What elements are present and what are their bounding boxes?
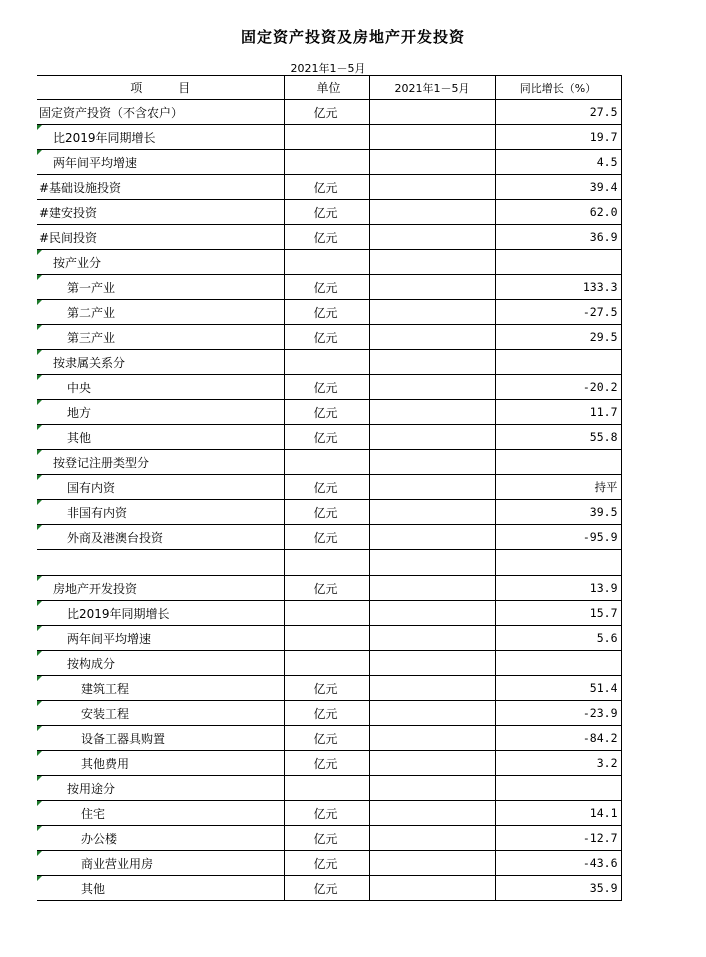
row-period-value[interactable] bbox=[369, 300, 495, 325]
row-growth-value[interactable]: -95.9 bbox=[495, 525, 621, 550]
table-body bbox=[37, 100, 621, 901]
table-row bbox=[37, 325, 621, 350]
table-row bbox=[37, 175, 621, 200]
row-label[interactable]: 住宅 bbox=[37, 801, 284, 826]
page-title: 固定资产投资及房地产开发投资 bbox=[240, 28, 465, 46]
row-period-value[interactable] bbox=[369, 500, 495, 525]
row-label[interactable]: 设备工器具购置 bbox=[37, 726, 284, 751]
row-unit[interactable] bbox=[284, 651, 369, 676]
row-unit[interactable]: 亿元 bbox=[284, 200, 369, 225]
row-growth-value[interactable]: 5.6 bbox=[495, 626, 621, 651]
row-growth-value[interactable]: 29.5 bbox=[495, 325, 621, 350]
investment-table bbox=[37, 75, 622, 901]
cell-indicator-icon bbox=[37, 826, 42, 831]
row-label[interactable]: 房地产开发投资 bbox=[37, 576, 284, 601]
row-label[interactable]: 地方 bbox=[37, 400, 284, 425]
table-row bbox=[37, 450, 621, 475]
cell-indicator-icon bbox=[37, 375, 42, 380]
row-unit[interactable]: 亿元 bbox=[284, 751, 369, 776]
cell-indicator-icon bbox=[37, 400, 42, 405]
table-row bbox=[37, 851, 621, 876]
row-period-value[interactable] bbox=[369, 726, 495, 751]
row-growth-value[interactable]: 133.3 bbox=[495, 275, 621, 300]
row-label[interactable]: 按构成分 bbox=[37, 651, 284, 676]
cell-indicator-icon bbox=[37, 475, 42, 480]
row-unit[interactable]: 亿元 bbox=[284, 225, 369, 250]
row-label[interactable] bbox=[37, 550, 284, 576]
row-label[interactable]: 第一产业 bbox=[37, 275, 284, 300]
row-unit[interactable]: 亿元 bbox=[284, 876, 369, 901]
row-label[interactable]: 第三产业 bbox=[37, 325, 284, 350]
cell-indicator-icon bbox=[37, 325, 42, 330]
cell-indicator-icon bbox=[37, 350, 42, 355]
row-growth-value[interactable]: 13.9 bbox=[495, 576, 621, 601]
row-label[interactable]: 办公楼 bbox=[37, 826, 284, 851]
row-unit[interactable] bbox=[284, 350, 369, 375]
row-label[interactable]: 比2019年同期增长 bbox=[37, 125, 284, 150]
table-row bbox=[37, 375, 621, 400]
row-label[interactable]: 按用途分 bbox=[37, 776, 284, 801]
row-growth-value[interactable]: 19.7 bbox=[495, 125, 621, 150]
row-period-value[interactable] bbox=[369, 525, 495, 550]
row-label[interactable]: 其他费用 bbox=[37, 751, 284, 776]
table-row bbox=[37, 576, 621, 601]
row-period-value[interactable] bbox=[369, 626, 495, 651]
row-label[interactable]: 按隶属关系分 bbox=[37, 350, 284, 375]
table-row bbox=[37, 150, 621, 175]
row-unit[interactable] bbox=[284, 250, 369, 275]
row-period-value[interactable] bbox=[369, 100, 495, 125]
row-period-value[interactable] bbox=[369, 676, 495, 701]
table-row bbox=[37, 651, 621, 676]
row-growth-value[interactable] bbox=[495, 776, 621, 801]
row-growth-value[interactable]: -27.5 bbox=[495, 300, 621, 325]
row-unit[interactable]: 亿元 bbox=[284, 826, 369, 851]
row-period-value[interactable] bbox=[369, 375, 495, 400]
row-period-value[interactable] bbox=[369, 751, 495, 776]
table-row bbox=[37, 225, 621, 250]
row-growth-value[interactable]: -84.2 bbox=[495, 726, 621, 751]
row-growth-value[interactable]: 持平 bbox=[495, 475, 621, 500]
table-row bbox=[37, 250, 621, 275]
cell-indicator-icon bbox=[37, 425, 42, 430]
row-unit[interactable]: 亿元 bbox=[284, 425, 369, 450]
row-unit[interactable] bbox=[284, 550, 369, 576]
header-period: 2021年1－5月 bbox=[369, 76, 495, 100]
row-label[interactable]: 非国有内资 bbox=[37, 500, 284, 525]
row-period-value[interactable] bbox=[369, 450, 495, 475]
row-growth-value[interactable]: 55.8 bbox=[495, 425, 621, 450]
row-unit[interactable]: 亿元 bbox=[284, 400, 369, 425]
table-row bbox=[37, 676, 621, 701]
cell-indicator-icon bbox=[37, 626, 42, 631]
row-unit[interactable]: 亿元 bbox=[284, 801, 369, 826]
table-row bbox=[37, 726, 621, 751]
period-subtitle: 2021年1－5月 bbox=[290, 62, 366, 75]
row-unit[interactable]: 亿元 bbox=[284, 726, 369, 751]
cell-indicator-icon bbox=[37, 525, 42, 530]
table-row bbox=[37, 701, 621, 726]
row-growth-value[interactable]: -20.2 bbox=[495, 375, 621, 400]
cell-indicator-icon bbox=[37, 751, 42, 756]
table-row bbox=[37, 300, 621, 325]
row-growth-value[interactable]: 51.4 bbox=[495, 676, 621, 701]
header-item: 项 目 bbox=[37, 76, 284, 100]
cell-indicator-icon bbox=[37, 150, 42, 155]
row-unit[interactable]: 亿元 bbox=[284, 275, 369, 300]
cell-indicator-icon bbox=[37, 701, 42, 706]
row-unit[interactable]: 亿元 bbox=[284, 325, 369, 350]
row-label[interactable]: 建筑工程 bbox=[37, 676, 284, 701]
row-label[interactable]: 两年间平均增速 bbox=[37, 626, 284, 651]
table-row bbox=[37, 525, 621, 550]
row-period-value[interactable] bbox=[369, 400, 495, 425]
row-growth-value[interactable]: 62.0 bbox=[495, 200, 621, 225]
cell-indicator-icon bbox=[37, 250, 42, 255]
row-period-value[interactable] bbox=[369, 801, 495, 826]
row-label[interactable]: #建安投资 bbox=[37, 200, 284, 225]
row-period-value[interactable] bbox=[369, 826, 495, 851]
row-unit[interactable] bbox=[284, 125, 369, 150]
row-growth-value[interactable]: 14.1 bbox=[495, 801, 621, 826]
row-period-value[interactable] bbox=[369, 550, 495, 576]
table-row bbox=[37, 826, 621, 851]
row-label[interactable]: #民间投资 bbox=[37, 225, 284, 250]
header-growth: 同比增长（%） bbox=[495, 76, 621, 100]
cell-indicator-icon bbox=[37, 676, 42, 681]
row-growth-value[interactable]: 39.5 bbox=[495, 500, 621, 525]
table-row bbox=[37, 350, 621, 375]
table-row bbox=[37, 400, 621, 425]
table-row bbox=[37, 500, 621, 525]
row-unit[interactable]: 亿元 bbox=[284, 500, 369, 525]
cell-indicator-icon bbox=[37, 576, 42, 581]
row-unit[interactable] bbox=[284, 150, 369, 175]
row-growth-value[interactable]: 4.5 bbox=[495, 150, 621, 175]
row-unit[interactable]: 亿元 bbox=[284, 525, 369, 550]
table-row bbox=[37, 100, 621, 125]
row-period-value[interactable] bbox=[369, 150, 495, 175]
row-label[interactable]: #基础设施投资 bbox=[37, 175, 284, 200]
table-row bbox=[37, 125, 621, 150]
table-row bbox=[37, 200, 621, 225]
row-period-value[interactable] bbox=[369, 350, 495, 375]
row-label[interactable]: 其他 bbox=[37, 425, 284, 450]
row-unit[interactable]: 亿元 bbox=[284, 701, 369, 726]
row-period-value[interactable] bbox=[369, 125, 495, 150]
cell-indicator-icon bbox=[37, 851, 42, 856]
table-row bbox=[37, 425, 621, 450]
row-label[interactable]: 固定资产投资（不含农户） bbox=[37, 100, 284, 125]
header-unit: 单位 bbox=[284, 76, 369, 100]
row-label[interactable]: 两年间平均增速 bbox=[37, 150, 284, 175]
row-unit[interactable]: 亿元 bbox=[284, 375, 369, 400]
table-header-row bbox=[37, 76, 621, 100]
row-unit[interactable]: 亿元 bbox=[284, 175, 369, 200]
row-period-value[interactable] bbox=[369, 325, 495, 350]
table-row bbox=[37, 776, 621, 801]
row-growth-value[interactable] bbox=[495, 350, 621, 375]
row-period-value[interactable] bbox=[369, 175, 495, 200]
row-label[interactable]: 中央 bbox=[37, 375, 284, 400]
row-growth-value[interactable]: 39.4 bbox=[495, 175, 621, 200]
row-unit[interactable] bbox=[284, 626, 369, 651]
cell-indicator-icon bbox=[37, 801, 42, 806]
row-period-value[interactable] bbox=[369, 225, 495, 250]
row-period-value[interactable] bbox=[369, 475, 495, 500]
cell-indicator-icon bbox=[37, 876, 42, 881]
row-growth-value[interactable]: 11.7 bbox=[495, 400, 621, 425]
row-unit[interactable]: 亿元 bbox=[284, 576, 369, 601]
cell-indicator-icon bbox=[37, 500, 42, 505]
row-growth-value[interactable]: 27.5 bbox=[495, 100, 621, 125]
row-unit[interactable]: 亿元 bbox=[284, 851, 369, 876]
cell-indicator-icon bbox=[37, 601, 42, 606]
row-growth-value[interactable]: 3.2 bbox=[495, 751, 621, 776]
row-label[interactable]: 按产业分 bbox=[37, 250, 284, 275]
row-growth-value[interactable]: 15.7 bbox=[495, 601, 621, 626]
row-growth-value[interactable]: 36.9 bbox=[495, 225, 621, 250]
row-unit[interactable]: 亿元 bbox=[284, 100, 369, 125]
row-period-value[interactable] bbox=[369, 851, 495, 876]
cell-indicator-icon bbox=[37, 125, 42, 130]
row-label[interactable]: 其他 bbox=[37, 876, 284, 901]
row-growth-value[interactable] bbox=[495, 450, 621, 475]
row-period-value[interactable] bbox=[369, 776, 495, 801]
table-row bbox=[37, 275, 621, 300]
row-unit[interactable] bbox=[284, 776, 369, 801]
row-label[interactable]: 第二产业 bbox=[37, 300, 284, 325]
row-period-value[interactable] bbox=[369, 275, 495, 300]
row-label[interactable]: 国有内资 bbox=[37, 475, 284, 500]
row-unit[interactable]: 亿元 bbox=[284, 676, 369, 701]
cell-indicator-icon bbox=[37, 651, 42, 656]
row-period-value[interactable] bbox=[369, 425, 495, 450]
row-growth-value[interactable]: 35.9 bbox=[495, 876, 621, 901]
row-unit[interactable] bbox=[284, 601, 369, 626]
table-row bbox=[37, 626, 621, 651]
row-period-value[interactable] bbox=[369, 576, 495, 601]
row-growth-value[interactable]: -23.9 bbox=[495, 701, 621, 726]
row-growth-value[interactable] bbox=[495, 250, 621, 275]
row-label[interactable]: 商业营业用房 bbox=[37, 851, 284, 876]
row-period-value[interactable] bbox=[369, 651, 495, 676]
row-period-value[interactable] bbox=[369, 601, 495, 626]
row-label[interactable]: 外商及港澳台投资 bbox=[37, 525, 284, 550]
row-period-value[interactable] bbox=[369, 250, 495, 275]
cell-indicator-icon bbox=[37, 726, 42, 731]
row-growth-value[interactable] bbox=[495, 550, 621, 576]
cell-indicator-icon bbox=[37, 300, 42, 305]
row-growth-value[interactable]: -43.6 bbox=[495, 851, 621, 876]
row-label[interactable]: 安装工程 bbox=[37, 701, 284, 726]
row-growth-value[interactable] bbox=[495, 651, 621, 676]
row-label[interactable]: 按登记注册类型分 bbox=[37, 450, 284, 475]
row-label[interactable]: 比2019年同期增长 bbox=[37, 601, 284, 626]
row-period-value[interactable] bbox=[369, 701, 495, 726]
table-row bbox=[37, 550, 621, 576]
row-unit[interactable]: 亿元 bbox=[284, 475, 369, 500]
table-row bbox=[37, 801, 621, 826]
table-row bbox=[37, 475, 621, 500]
table-row bbox=[37, 751, 621, 776]
table-row bbox=[37, 601, 621, 626]
cell-indicator-icon bbox=[37, 275, 42, 280]
row-period-value[interactable] bbox=[369, 200, 495, 225]
cell-indicator-icon bbox=[37, 776, 42, 781]
row-unit[interactable] bbox=[284, 450, 369, 475]
cell-indicator-icon bbox=[37, 450, 42, 455]
row-unit[interactable]: 亿元 bbox=[284, 300, 369, 325]
row-period-value[interactable] bbox=[369, 876, 495, 901]
row-growth-value[interactable]: -12.7 bbox=[495, 826, 621, 851]
table-row bbox=[37, 876, 621, 901]
